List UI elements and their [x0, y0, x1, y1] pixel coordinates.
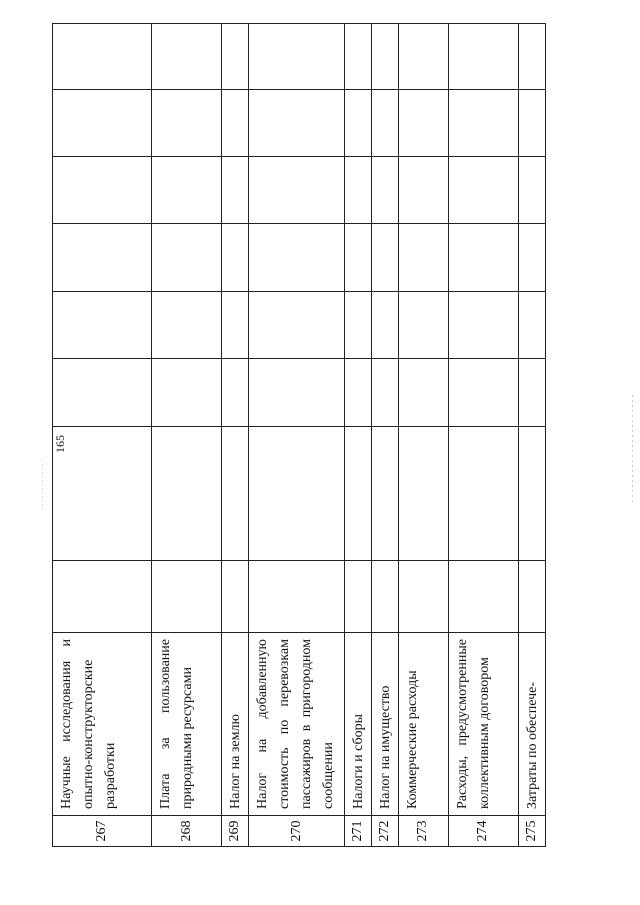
- empty-cell: [519, 427, 546, 561]
- empty-cell: [53, 292, 152, 359]
- row-number: 267: [53, 816, 152, 847]
- table-row: [345, 24, 372, 847]
- row-name: Научные исследования и опытно-конструкторские разработки: [53, 633, 152, 816]
- empty-cell: [345, 24, 372, 90]
- empty-cell: [222, 292, 249, 359]
- empty-cell: [249, 359, 345, 427]
- empty-cell: [399, 427, 449, 561]
- empty-cell: [372, 157, 399, 224]
- empty-cell: [399, 224, 449, 292]
- empty-cell: [152, 24, 222, 90]
- page-number: 165: [53, 435, 67, 453]
- table-row: [399, 24, 449, 847]
- empty-cell: [345, 90, 372, 157]
- empty-cell: [448, 24, 518, 90]
- empty-cell: [519, 359, 546, 427]
- empty-cell: [448, 427, 518, 561]
- empty-cell: [249, 292, 345, 359]
- empty-cell: [152, 561, 222, 633]
- empty-cell: [448, 359, 518, 427]
- row-name: Плата за пользование природными ресурсами: [152, 633, 222, 816]
- row-number: 268: [152, 816, 222, 847]
- empty-cell: [345, 292, 372, 359]
- empty-cell: [345, 157, 372, 224]
- empty-cell: [222, 561, 249, 633]
- empty-cell: [399, 292, 449, 359]
- empty-cell: [222, 24, 249, 90]
- row-number: 270: [249, 816, 345, 847]
- empty-cell: [399, 359, 449, 427]
- empty-cell: [249, 224, 345, 292]
- table-row: [519, 24, 546, 847]
- empty-cell: [372, 224, 399, 292]
- table-row: [222, 24, 249, 847]
- empty-cell: [249, 24, 345, 90]
- empty-cell: [399, 157, 449, 224]
- row-number: 271: [345, 816, 372, 847]
- empty-cell: [372, 292, 399, 359]
- empty-cell: [372, 24, 399, 90]
- empty-cell: [222, 224, 249, 292]
- empty-cell: [372, 427, 399, 561]
- table-row: [152, 24, 222, 847]
- row-number: 275: [519, 816, 546, 847]
- empty-cell: [222, 427, 249, 561]
- empty-cell: [448, 90, 518, 157]
- empty-cell: [519, 224, 546, 292]
- table-row: [372, 24, 399, 847]
- row-name: Коммерческие расходы: [399, 633, 449, 816]
- empty-cell: [249, 561, 345, 633]
- empty-cell: [249, 157, 345, 224]
- empty-cell: [222, 90, 249, 157]
- empty-cell: [152, 90, 222, 157]
- empty-cell: [519, 561, 546, 633]
- empty-cell: [53, 157, 152, 224]
- table-row: [53, 24, 152, 847]
- empty-cell: [53, 359, 152, 427]
- empty-cell: [345, 561, 372, 633]
- empty-cell: [53, 224, 152, 292]
- empty-cell: [53, 427, 152, 561]
- row-number: 269: [222, 816, 249, 847]
- empty-cell: [519, 157, 546, 224]
- empty-cell: [249, 427, 345, 561]
- empty-cell: [519, 24, 546, 90]
- empty-cell: [53, 90, 152, 157]
- row-number: 273: [399, 816, 449, 847]
- empty-cell: [345, 359, 372, 427]
- empty-cell: [519, 90, 546, 157]
- empty-cell: [53, 561, 152, 633]
- empty-cell: [372, 90, 399, 157]
- budget-table: [52, 23, 546, 847]
- empty-cell: [372, 561, 399, 633]
- row-name: Расходы, предусмотренные коллективным договором: [448, 633, 518, 816]
- empty-cell: [399, 90, 449, 157]
- empty-cell: [448, 292, 518, 359]
- empty-cell: [519, 292, 546, 359]
- empty-cell: [399, 561, 449, 633]
- row-name: Налог на имущество: [372, 633, 399, 816]
- empty-cell: [399, 24, 449, 90]
- empty-cell: [372, 359, 399, 427]
- empty-cell: [152, 359, 222, 427]
- empty-cell: [345, 427, 372, 561]
- row-number: 272: [372, 816, 399, 847]
- empty-cell: [152, 292, 222, 359]
- empty-cell: [448, 561, 518, 633]
- empty-cell: [152, 224, 222, 292]
- empty-cell: [152, 427, 222, 561]
- empty-cell: [448, 157, 518, 224]
- row-name: Налог на землю: [222, 633, 249, 816]
- row-name: Налоги и сборы: [345, 633, 372, 816]
- empty-cell: [222, 359, 249, 427]
- row-name: Налог на добавленную стоимость по перевозкам пассажиров в пригородном сообщении: [249, 633, 345, 816]
- empty-cell: [152, 157, 222, 224]
- table-row: [249, 24, 345, 847]
- empty-cell: [249, 90, 345, 157]
- empty-cell: [345, 224, 372, 292]
- empty-cell: [53, 24, 152, 90]
- table-row: [448, 24, 518, 847]
- empty-cell: [448, 224, 518, 292]
- empty-cell: [222, 157, 249, 224]
- row-number: 274: [448, 816, 518, 847]
- row-name: Затраты по обеспече-: [519, 633, 546, 816]
